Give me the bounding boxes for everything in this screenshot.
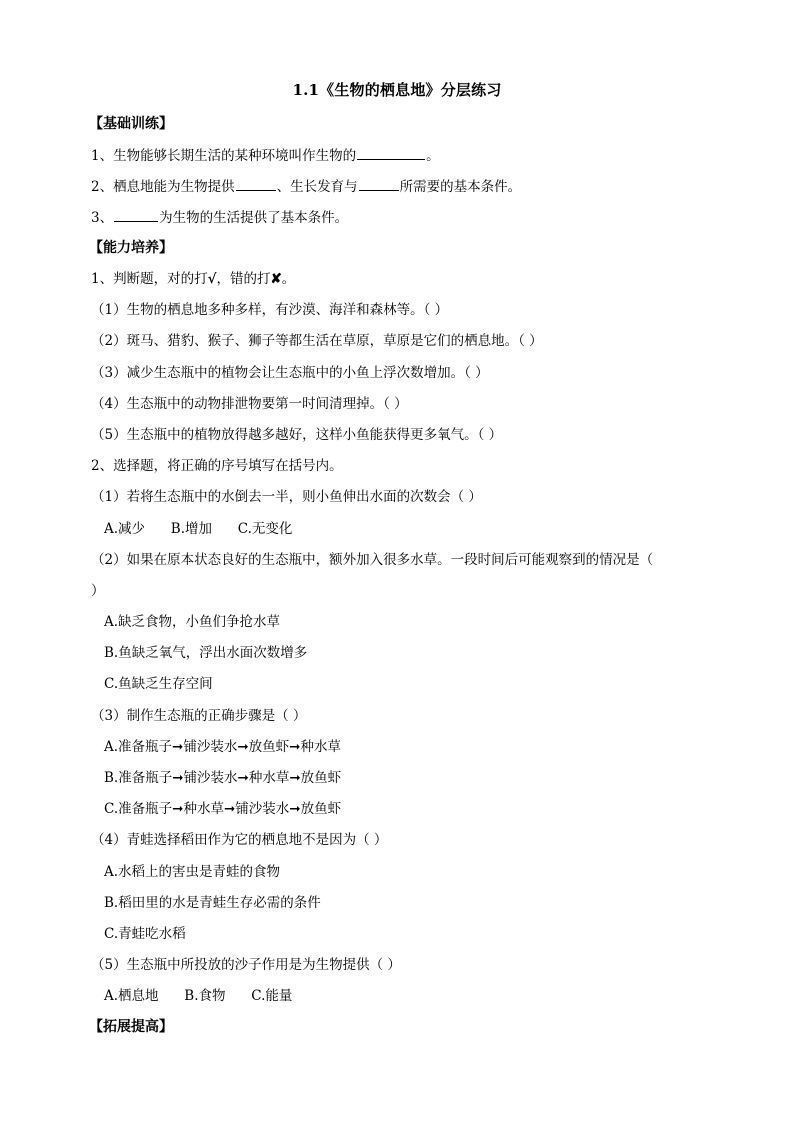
choice-q2-option-c: C.鱼缺乏生存空间 xyxy=(104,676,213,692)
judge-item-1: （1）生物的栖息地多种多样，有沙漠、海洋和森林等。（ ） xyxy=(91,302,449,318)
section-extend-heading: 【拓展提高】 xyxy=(89,1019,173,1035)
answer-blank[interactable] xyxy=(236,177,276,191)
choice-q3-option-b: B.准备瓶子➞铺沙装水➞种水草➞放鱼虾 xyxy=(104,770,342,786)
choice-q3-option-a: A.准备瓶子➞铺沙装水➞放鱼虾➞种水草 xyxy=(104,739,341,755)
choice-q5-options: A.栖息地 B.食物 C.能量 xyxy=(104,988,293,1004)
basic-q3-text-b: 为生物的生活提供了基本条件。 xyxy=(159,210,349,226)
choice-question-3: （3）制作生态瓶的正确步骤是（ ） xyxy=(91,708,307,724)
judge-heading-a: 1、判断题，对的打 xyxy=(91,271,208,287)
section-ability-heading: 【能力培养】 xyxy=(89,240,173,256)
basic-question-1 xyxy=(91,146,731,165)
basic-q2-text-c: 所需要的基本条件。 xyxy=(399,179,522,195)
choice-q2-close: ） xyxy=(91,583,105,599)
basic-q1-end: 。 xyxy=(426,148,440,164)
cross-mark-icon: ✘ xyxy=(270,271,282,287)
judge-item-5: （5）生态瓶中的植物放得越多越好，这样小鱼能获得更多氧气。（ ） xyxy=(91,427,503,443)
answer-blank[interactable] xyxy=(357,146,425,160)
check-mark-icon: √ xyxy=(207,271,217,287)
answer-blank[interactable] xyxy=(359,177,399,191)
judge-item-3: （3）减少生态瓶中的植物会让生态瓶中的小鱼上浮次数增加。（ ） xyxy=(91,365,489,381)
judge-heading-c: 。 xyxy=(281,271,296,287)
judge-item-4: （4）生态瓶中的动物排泄物要第一时间清理掉。（ ） xyxy=(91,396,408,412)
choice-q3-option-c: C.准备瓶子➞种水草➞铺沙装水➞放鱼虾 xyxy=(104,801,342,817)
choice-question-5: （5）生态瓶中所投放的沙子作用是为生物提供（ ） xyxy=(91,957,401,973)
choice-q4-option-a: A.水稻上的害虫是青蛙的食物 xyxy=(104,864,281,880)
judge-heading xyxy=(91,270,731,288)
page-title: 1.1《生物的栖息地》分层练习 xyxy=(292,81,502,99)
choice-q2-option-b: B.鱼缺乏氧气，浮出水面次数增多 xyxy=(104,645,308,661)
answer-blank[interactable] xyxy=(114,208,158,222)
choice-heading: 2、选择题，将正确的序号填写在括号内。 xyxy=(91,458,343,474)
section-basic-heading: 【基础训练】 xyxy=(89,116,173,132)
choice-question-1: （1）若将生态瓶中的水倒去一半，则小鱼伸出水面的次数会（ ） xyxy=(91,489,482,505)
choice-question-4: （4）青蛙选择稻田作为它的栖息地不是因为（ ） xyxy=(91,832,388,848)
choice-q2-option-a: A.缺乏食物，小鱼们争抢水草 xyxy=(104,614,281,630)
basic-q1-text: 1、生物能够长期生活的某种环境叫作生物的 xyxy=(91,148,357,164)
basic-q2-text-b: 、生长发育与 xyxy=(276,179,358,195)
choice-q1-options: A.减少 B.增加 C.无变化 xyxy=(104,521,293,537)
judge-heading-b: ，错的打 xyxy=(216,271,271,287)
choice-q4-option-c: C.青蛙吃水稻 xyxy=(104,926,186,942)
choice-question-2: （2）如果在原本状态良好的生态瓶中，额外加入很多水草。一段时间后可能观察到的情况是（ xyxy=(91,552,654,568)
choice-q4-option-b: B.稻田里的水是青蛙生存必需的条件 xyxy=(104,895,321,911)
judge-item-2: （2）斑马、猎豹、猴子、狮子等都生活在草原，草原是它们的栖息地。（ ） xyxy=(91,333,543,349)
basic-question-3 xyxy=(91,208,731,227)
basic-q3-text-a: 3、 xyxy=(91,210,114,226)
basic-q2-text-a: 2、栖息地能为生物提供 xyxy=(91,179,235,195)
basic-question-2 xyxy=(91,177,731,196)
